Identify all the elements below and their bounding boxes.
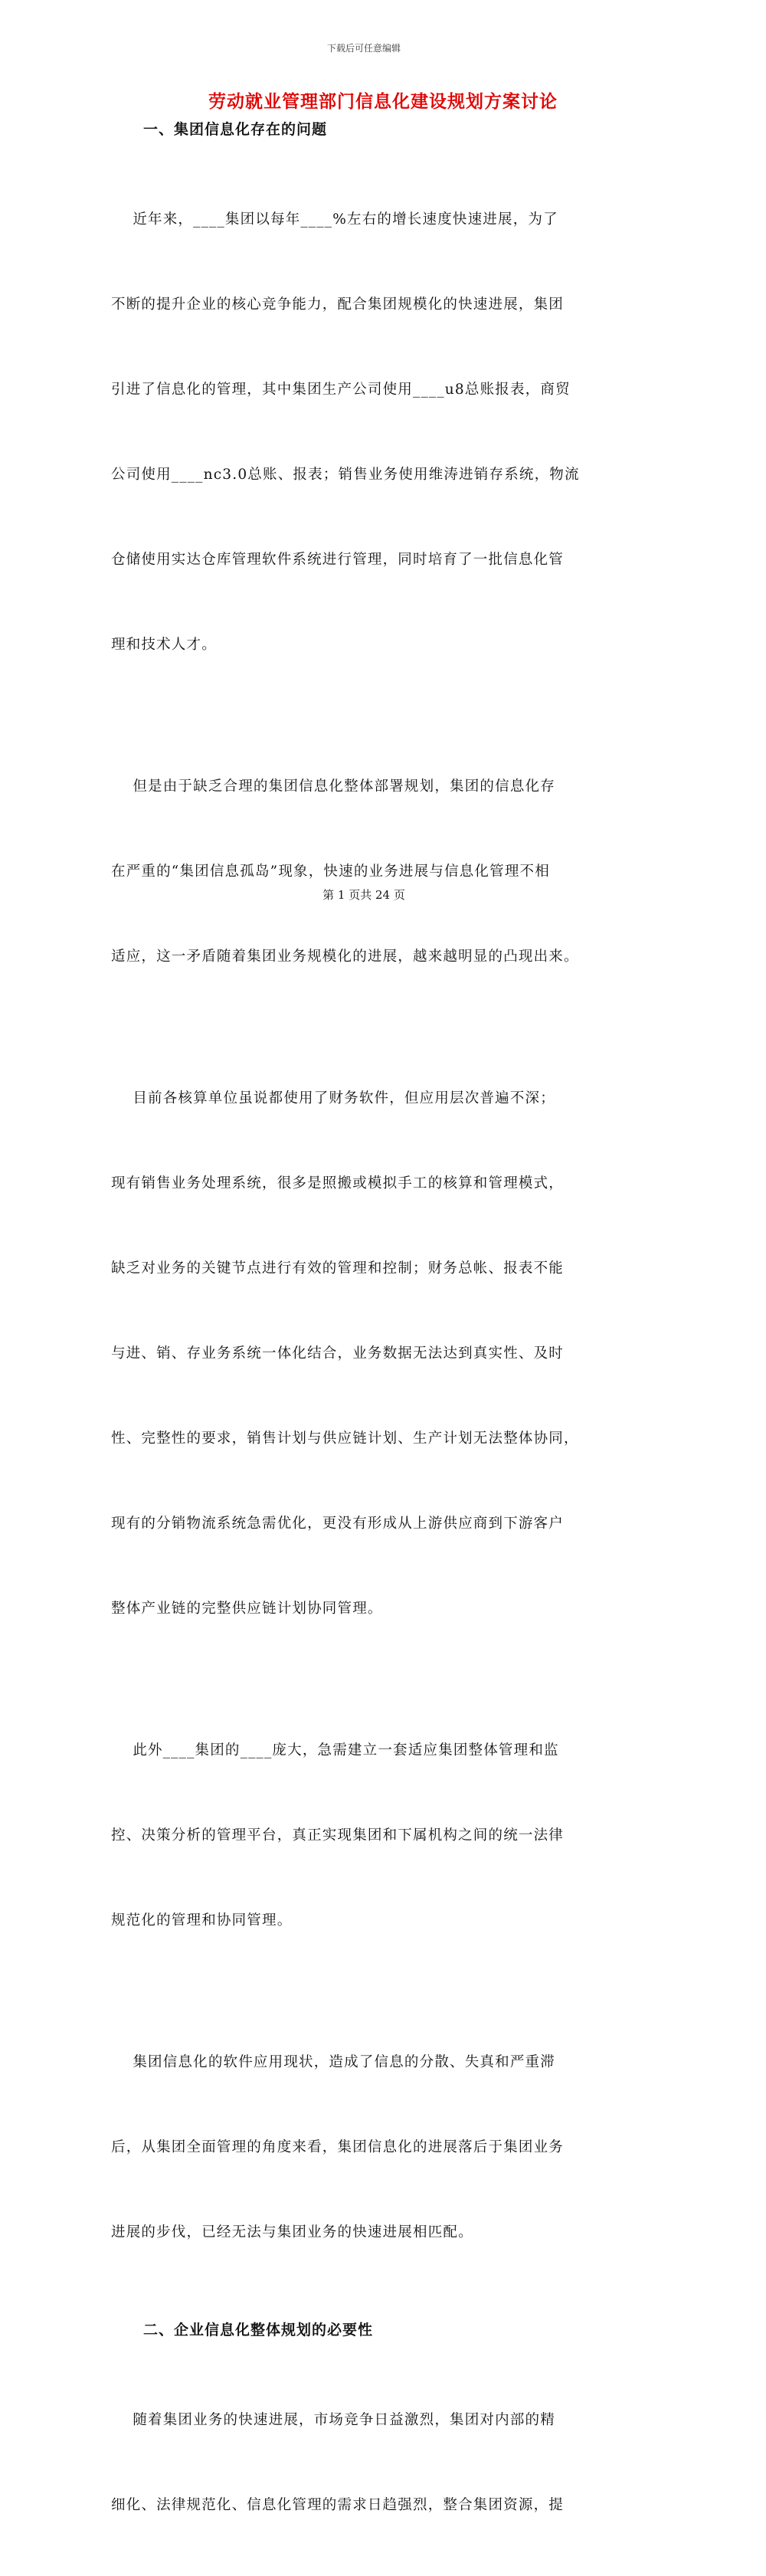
paragraph <box>111 1027 620 1680</box>
text-line: 但是由于缺乏合理的集团信息化整体部署规划，集团的信息化存 <box>111 778 555 795</box>
text-line: 整体产业链的完整供应链计划协同管理。 <box>111 1601 383 1617</box>
text-line: 缺乏对业务的关键节点进行有效的管理和控制；财务总帐、报表不能 <box>111 1260 565 1277</box>
text-line: 近年来，____集团以每年____%左右的增长速度快速进展，为了 <box>111 211 558 228</box>
text-line: 规范化的管理和协同管理。 <box>111 1912 293 1929</box>
text-line: 不断的提升企业的核心竞争能力，配合集团规模化的快速进展，集团 <box>111 297 565 313</box>
text-line: 随着集团业务的快速进展，市场竞争日益激烈，集团对内部的精 <box>111 2412 555 2428</box>
text-line: 控、决策分析的管理平台，真正实现集团和下属机构之间的统一法律 <box>111 1827 565 1844</box>
paragraph <box>111 716 620 1027</box>
page-footer: 第 1 页共 24 页 <box>322 888 405 902</box>
text-line: 适应，这一矛盾随着集团业务规模化的进展，越来越明显的凸现出来。 <box>111 949 579 965</box>
text-line: 细化、法律规范化、信息化管理的需求日趋强烈，整合集团资源，提 <box>111 2497 565 2513</box>
text-line: 进展的步伐，已经无法与集团业务的快速进展相匹配。 <box>111 2224 473 2240</box>
text-line: 集团信息化的软件应用现状，造成了信息的分散、失真和严重滞 <box>111 2054 555 2070</box>
text-line: 现有销售业务处理系统，很多是照搬或模拟手工的核算和管理模式， <box>111 1175 565 1191</box>
section-heading-1: 一、集团信息化存在的问题 <box>143 121 328 138</box>
text-line: 目前各核算单位虽说都使用了财务软件，但应用层次普遍不深； <box>111 1090 555 1106</box>
text-line: 引进了信息化的管理，其中集团生产公司使用____u8总账报表，商贸 <box>111 382 571 398</box>
paragraph <box>111 1991 620 2303</box>
paragraph <box>111 2349 620 2576</box>
text-line: 现有的分销物流系统急需优化，更没有形成从上游供应商到下游客户 <box>111 1516 565 1532</box>
text-line: 仓储使用实达仓库管理软件系统进行管理，同时培育了一批信息化管 <box>111 552 565 568</box>
text-line: 在严重的“集团信息孤岛”现象，快速的业务进展与信息化管理不相 <box>111 864 550 880</box>
page-header: 下载后可任意编辑 <box>326 43 401 54</box>
paragraph <box>111 149 620 716</box>
text-line: 理和技术人才。 <box>111 637 217 653</box>
section-heading-2: 二、企业信息化整体规划的必要性 <box>143 2322 374 2338</box>
text-line: 与进、销、存业务系统一体化结合，业务数据无法达到真实性、及时 <box>111 1345 565 1362</box>
document-title: 劳动就业管理部门信息化建设规划方案讨论 <box>208 91 558 112</box>
text-line: 后，从集团全面管理的角度来看，集团信息化的进展落后于集团业务 <box>111 2139 565 2155</box>
text-line: 公司使用____nc3.0总账、报表；销售业务使用维涛进销存系统，物流 <box>111 467 580 483</box>
text-line: 性、完整性的要求，销售计划与供应链计划、生产计划无法整体协同， <box>111 1431 579 1447</box>
paragraph <box>111 1680 620 1991</box>
text-line: 此外____集团的____庞大，急需建立一套适应集团整体管理和监 <box>111 1742 559 1758</box>
document-body <box>111 120 620 2576</box>
